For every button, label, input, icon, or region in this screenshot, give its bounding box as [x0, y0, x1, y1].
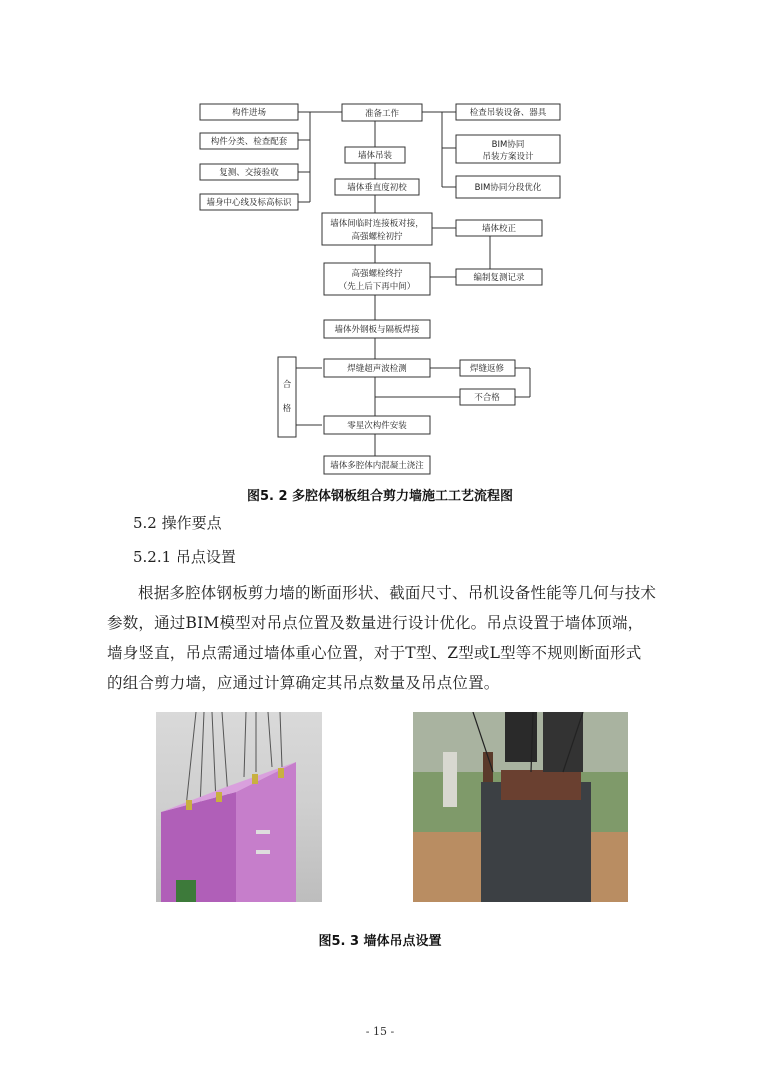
- flow-label: 墙体垂直度初校: [347, 183, 407, 193]
- flow-label: 焊缝超声波检测: [347, 364, 407, 374]
- flow-label: BIM协同分段优化: [474, 183, 542, 193]
- bim-render-graphic: [156, 712, 322, 902]
- flow-label: BIM协同: [491, 140, 525, 150]
- pass-box: [278, 357, 296, 437]
- flow-label: 格: [282, 404, 292, 414]
- flow-label: 构件进场: [231, 108, 267, 118]
- flow-label: 吊装方案设计: [482, 152, 534, 162]
- figure-caption: 图5. 3 墙体吊点设置: [318, 934, 442, 949]
- flow-label: 墙体外钢板与隔板焊接: [334, 325, 420, 335]
- flow-box: [278, 357, 296, 437]
- main-step-boxes: [322, 104, 432, 474]
- flow-label: 不合格: [474, 393, 500, 403]
- flow-label: 高强螺栓终拧: [351, 269, 403, 279]
- flow-label: 墙体吊装: [357, 151, 393, 161]
- subsection-heading: 5.2.1 吊点设置: [133, 548, 236, 566]
- flow-label: 检查吊装设备、器具: [469, 108, 547, 118]
- flow-label: 墙体多腔体内混凝土浇注: [330, 461, 424, 471]
- construction-process-flowchart: [190, 95, 570, 480]
- left-column-boxes: [200, 104, 298, 210]
- flow-label: 墙身中心线及标高标识: [206, 198, 292, 208]
- section-heading: 5.2 操作要点: [133, 514, 222, 532]
- flow-label: 准备工作: [364, 109, 400, 119]
- flow-label: 高强螺栓初拧: [351, 232, 403, 242]
- page-number: - 15 -: [365, 1025, 395, 1038]
- body-paragraph: 根据多腔体钢板剪力墙的断面形状、截面尺寸、吊机设备性能等几何与技术参数，通过BIM模型对吊点位置及数量进行设计优化。吊点设置于墙体顶端，墙身竖直，吊点需通过墙体重心位置，对于T型、Z型或L型等不规则断面形式的组合剪力墙，应通过计算确定其吊点数量及吊点位置。: [107, 584, 657, 692]
- flow-label: 零星次构件安装: [347, 421, 407, 431]
- flow-label: 墙体间临时连接板对接，: [330, 219, 424, 229]
- flow-label: 墙体校正: [481, 224, 517, 234]
- flow-label: 构件分类、检查配套: [210, 137, 288, 147]
- repair-loop-boxes: [460, 360, 515, 405]
- flow-label: 合: [282, 380, 292, 390]
- flow-label: 编制复测记录: [473, 273, 525, 283]
- site-lifting-photo: [413, 712, 628, 902]
- flow-label: 焊缝返修: [469, 364, 505, 374]
- flow-label: （先上后下再中间）: [338, 282, 416, 292]
- bim-lifting-render: [156, 712, 322, 902]
- flow-label: 复测、交接验收: [219, 168, 279, 178]
- site-photo-graphic: [413, 712, 628, 902]
- right-column-boxes: [456, 104, 560, 285]
- figure-caption: 图5. 2 多腔体钢板组合剪力墙施工工艺流程图: [246, 489, 514, 504]
